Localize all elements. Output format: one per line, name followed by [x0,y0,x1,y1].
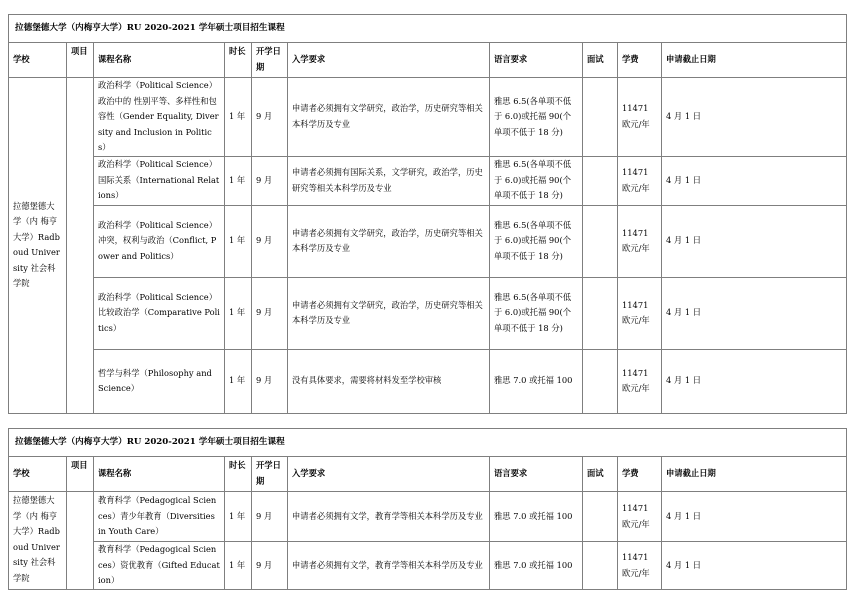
duration-cell: 1 年 [225,542,252,590]
header-interview: 面试 [583,457,618,492]
program-table-2 [8,428,847,590]
admission-cell: 申请者必须拥有文学，教育学等相关本科学历及专业 [288,542,490,590]
admission-cell: 申请者必须拥有国际关系，文学研究，政治学，历史研究等相关本科学历及专业 [288,156,490,205]
header-row [9,43,847,78]
table-row [9,492,847,542]
interview-cell [583,349,618,413]
school-cell: 拉德堡德大学（内 梅亨大学）Radboud University 社会科学院 [9,492,67,590]
language-cell: 雅思 6.5(各单项不低于 6.0)或托福 90(个单项不低于 18 分) [490,277,583,349]
fee-cell: 11471 欧元/年 [618,492,662,542]
language-cell: 雅思 7.0 或托福 100 [490,542,583,590]
fee-cell: 11471 欧元/年 [618,349,662,413]
header-course: 课程名称 [94,457,225,492]
interview-cell [583,78,618,157]
interview-cell [583,277,618,349]
admission-cell: 申请者必须拥有文学研究，政治学，历史研究等相关本科学历及专业 [288,277,490,349]
table-row [9,349,847,413]
table-row [9,277,847,349]
header-interview: 面试 [583,43,618,78]
header-admission: 入学要求 [288,43,490,78]
fee-cell: 11471 欧元/年 [618,78,662,157]
header-admission: 入学要求 [288,457,490,492]
deadline-cell: 4 月 1 日 [662,492,847,542]
header-language: 语言要求 [490,43,583,78]
program-table-1 [8,14,847,414]
interview-cell [583,542,618,590]
table-row [9,156,847,205]
course-cell: 教育科学（Pedagogical Sciences）资优教育（Gifted Education） [94,542,225,590]
deadline-cell: 4 月 1 日 [662,542,847,590]
header-school: 学校 [9,457,67,492]
header-language: 语言要求 [490,457,583,492]
table-row [9,205,847,277]
interview-cell [583,205,618,277]
start-cell: 9 月 [252,349,288,413]
fee-cell: 11471 欧元/年 [618,205,662,277]
course-cell: 政治科学（Political Science）政治中的 性别平等、多样性和包容性（Gender Equality, Diversity and Inclusion in Politics） [94,78,225,157]
deadline-cell: 4 月 1 日 [662,349,847,413]
fee-cell: 11471 欧元/年 [618,542,662,590]
course-cell: 政治科学（Political Science）比较政治学（Comparative Politics） [94,277,225,349]
table-row [9,78,847,157]
fee-cell: 11471 欧元/年 [618,156,662,205]
item-cell [67,492,94,590]
course-cell: 教育科学（Pedagogical Sciences）青少年教育（Diversities in Youth Care） [94,492,225,542]
start-cell: 9 月 [252,205,288,277]
duration-cell: 1 年 [225,78,252,157]
deadline-cell: 4 月 1 日 [662,205,847,277]
table-row [9,542,847,590]
course-cell: 哲学与科学（Philosophy and Science） [94,349,225,413]
header-duration: 时长 [225,43,252,78]
table-title: 拉德堡德大学（内梅亨大学）RU 2020-2021 学年硕士项目招生课程 [9,429,847,457]
header-deadline: 申请截止日期 [662,457,847,492]
header-deadline: 申请截止日期 [662,43,847,78]
language-cell: 雅思 6.5(各单项不低于 6.0)或托福 90(个单项不低于 18 分) [490,205,583,277]
admission-cell: 申请者必须拥有文学，教育学等相关本科学历及专业 [288,492,490,542]
deadline-cell: 4 月 1 日 [662,78,847,157]
duration-cell: 1 年 [225,156,252,205]
table-title: 拉德堡德大学（内梅亨大学）RU 2020-2021 学年硕士项目招生课程 [9,15,847,43]
start-cell: 9 月 [252,277,288,349]
duration-cell: 1 年 [225,205,252,277]
course-cell: 政治科学（Political Science）国际关系（International Relations） [94,156,225,205]
header-school: 学校 [9,43,67,78]
language-cell: 雅思 6.5(各单项不低于 6.0)或托福 90(个单项不低于 18 分) [490,78,583,157]
header-row [9,457,847,492]
header-duration: 时长 [225,457,252,492]
school-cell: 拉德堡德大学（内 梅亨大学）Radboud University 社会科学院 [9,78,67,414]
header-fee: 学费 [618,457,662,492]
admission-cell: 申请者必须拥有文学研究，政治学，历史研究等相关本科学历及专业 [288,205,490,277]
start-cell: 9 月 [252,156,288,205]
deadline-cell: 4 月 1 日 [662,156,847,205]
admission-cell: 没有具体要求，需要将材料发至学校审核 [288,349,490,413]
interview-cell [583,492,618,542]
start-cell: 9 月 [252,542,288,590]
interview-cell [583,156,618,205]
fee-cell: 11471 欧元/年 [618,277,662,349]
language-cell: 雅思 7.0 或托福 100 [490,492,583,542]
header-start: 开学日期 [252,457,288,492]
header-fee: 学费 [618,43,662,78]
start-cell: 9 月 [252,492,288,542]
duration-cell: 1 年 [225,277,252,349]
admission-cell: 申请者必须拥有文学研究，政治学，历史研究等相关本科学历及专业 [288,78,490,157]
start-cell: 9 月 [252,78,288,157]
item-cell [67,78,94,414]
header-start: 开学日期 [252,43,288,78]
language-cell: 雅思 6.5(各单项不低于 6.0)或托福 90(个单项不低于 18 分) [490,156,583,205]
deadline-cell: 4 月 1 日 [662,277,847,349]
duration-cell: 1 年 [225,349,252,413]
header-course: 课程名称 [94,43,225,78]
language-cell: 雅思 7.0 或托福 100 [490,349,583,413]
duration-cell: 1 年 [225,492,252,542]
header-item: 项目 [67,457,94,492]
header-item: 项目 [67,43,94,78]
course-cell: 政治科学（Political Science）冲突，权利与政治（Conflict, Power and Politics） [94,205,225,277]
